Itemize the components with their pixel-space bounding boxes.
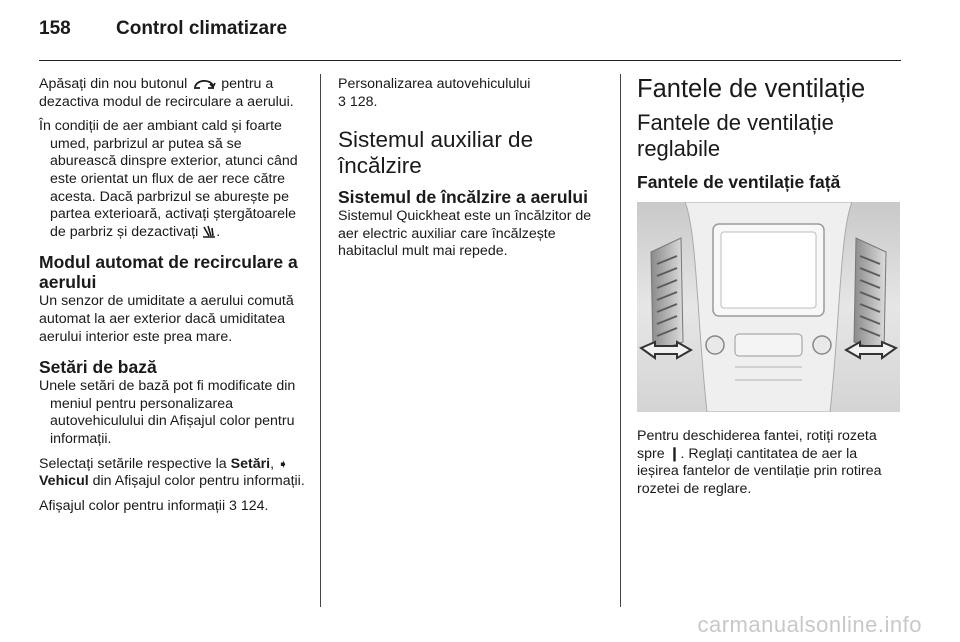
paragraph-fogging: În condiții de aer ambiant cald și foarte umed, parbrizul ar putea să se aburească dinspre exterior, atunci când este orientat un flux de aer rece către acesta. Dacă parbrizul se aburește pe partea exterioară, activați ștergătoarele de parbriz și dezactivați . — [39, 118, 298, 240]
vent-illustration — [637, 202, 900, 412]
paragraph-personalization-ref: Personalizarea autovehiculului 3 128. — [338, 76, 531, 110]
page-ref-icon: 3 — [338, 93, 346, 110]
chapter-title: Control climatizare — [116, 18, 288, 39]
column-3 — [637, 74, 902, 505]
paragraph-recirculation-off: Apăsați din nou butonul pentru a dezactiva modul de recirculare a aerului. — [39, 76, 294, 110]
open-position-icon: ❙ — [668, 445, 681, 462]
menu-settings-label: Setări — [230, 455, 271, 472]
heading-aux-heating: Sistemul auxiliar de încălzire — [338, 127, 534, 179]
heading-front-vents: Fantele de ventilație față — [637, 172, 841, 192]
column-1 — [39, 76, 307, 522]
page-number: 158 — [39, 18, 71, 39]
paragraph-humidity-sensor: Un senzor de umiditate a aerului comută automat la aer exterior dacă umiditatea aerului interior este prea mare. — [39, 293, 294, 345]
heading-auto-recirculation: Modul automat de recirculare a aerului — [39, 252, 298, 293]
paragraph-quickheat: Sistemul Quickheat este un încălzitor de aer electric auxiliar care încălzește habitaclul mult mai repede. — [338, 208, 592, 260]
wiper-icon — [202, 225, 216, 239]
column-2 — [338, 76, 606, 268]
arrow-right-icon: ➧ — [277, 456, 289, 471]
heading-adjustable-vents: Fantele de ventilație reglabile — [637, 110, 834, 161]
heading-air-vents: Fantele de ventilație — [637, 75, 866, 103]
heading-basic-settings: Setări de bază — [39, 357, 157, 378]
column-divider-1 — [320, 74, 321, 607]
menu-vehicle-label: Vehicul — [39, 473, 89, 490]
paragraph-basic-settings: Unele setări de bază pot fi modificate din meniul pentru personalizarea autovehiculului din Afișajul color pentru informații. — [39, 378, 296, 447]
paragraph-display-ref: Afișajul color pentru informații 3 124. — [39, 497, 269, 514]
paragraph-select-settings: Selectați setările respective la Setări, ➧ Vehicul din Afișajul color pentru informații. — [39, 455, 305, 490]
header-rule — [39, 60, 901, 61]
paragraph-open-vent: Pentru deschiderea fantei, rotiți rozeta spre ❙. Reglați cantitatea de aer la ieșirea fantelor de ventilație prin rotirea rozetei de reglare. — [637, 428, 882, 497]
recirculation-icon — [191, 77, 217, 91]
heading-air-heating: Sistemul de încălzire a aerului — [338, 187, 588, 208]
watermark: carmanualsonline.info — [697, 612, 922, 637]
page-ref-icon: 3 — [229, 497, 237, 514]
column-divider-2 — [620, 74, 621, 607]
